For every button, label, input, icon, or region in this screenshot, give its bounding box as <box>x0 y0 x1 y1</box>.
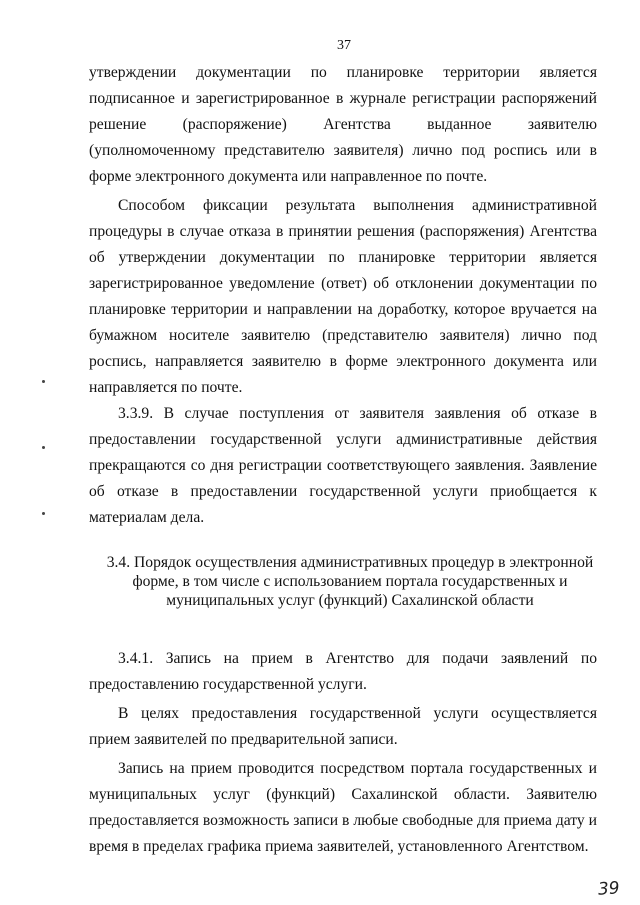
section-heading-line: муниципальных услуг (функций) Сахалинской области <box>166 592 534 609</box>
margin-mark <box>42 380 45 383</box>
paragraph: В целях предоставления государственной услуги осуществляется прием заявителей по предварительной записи. <box>89 705 597 748</box>
margin-mark <box>42 446 45 449</box>
paragraph: Запись на прием проводится посредством портала государственных и муниципальных услуг (функций) Сахалинской области. Заявителю предоставляется возможность записи в любые свободные для приема дату и время в пределах графика приема заявителей, установленного Агентством. <box>89 760 597 855</box>
section-heading-line: форме, в том числе с использованием портала государственных и <box>132 573 568 590</box>
section-heading-line: 3.4. Порядок осуществления административных процедур в электронной <box>106 554 594 571</box>
paragraph: утверждении документации по планировке территории является подписанное и зарегистрированное в журнале регистрации распоряжений решение (распоряжение) Агентства выданное заявителю (уполномоченному представителю заявителя) лично под роспись или в форме электронного документа или направленное по почте. <box>89 64 597 185</box>
handwritten-page-number: 39 <box>597 878 621 900</box>
section-heading <box>89 553 597 610</box>
page-number: 37 <box>337 38 351 53</box>
paragraph: 3.4.1. Запись на прием в Агентство для подачи заявлений по предоставлению государственной услуги. <box>89 650 597 693</box>
margin-mark <box>42 512 45 515</box>
paragraph: Способом фиксации результата выполнения административной процедуры в случае отказа в принятии решения (распоряжения) Агентства об утверждении документации по планировке территории является зарегистрированное уведомление (ответ) об отклонении документации по планировке территории и направлении на доработку, которое вручается на бумажном носителе заявителю (представителю заявителя) лично под роспись, направляется заявителю в форме электронного документа или направляется по почте. <box>89 197 597 396</box>
paragraph: 3.3.9. В случае поступления от заявителя заявления об отказе в предоставлении государственной услуги административные действия прекращаются со дня регистрации соответствующего заявления. Заявление об отказе в предоставлении государственной услуги приобщается к материалам дела. <box>89 405 597 526</box>
document-body <box>89 60 597 860</box>
